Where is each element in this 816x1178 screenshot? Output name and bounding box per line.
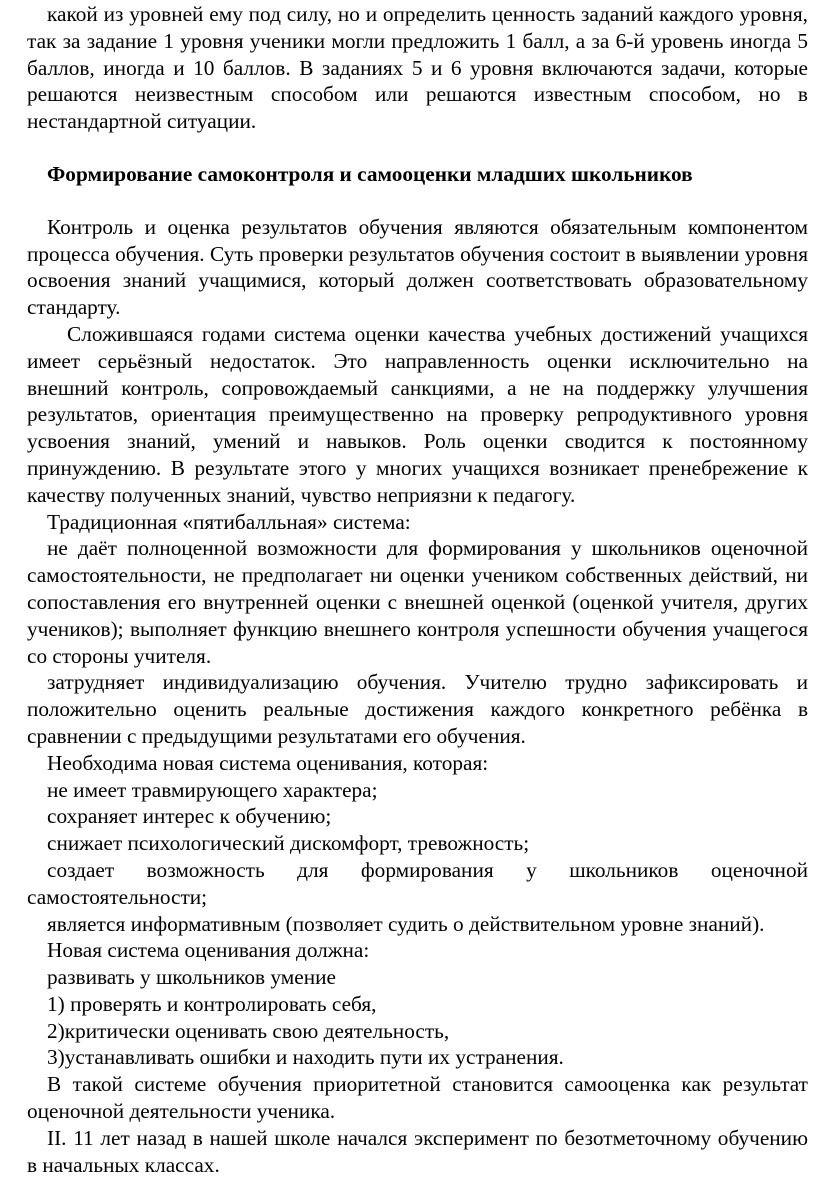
list-item-check-self: 1) проверять и контролировать себя, [47, 991, 377, 1016]
list-item-develop-skill: развивать у школьников умение [47, 965, 336, 990]
paragraph-individualization: затрудняет индивидуализацию обучения. Учителю трудно зафиксировать и положительно оценить реальные достижения каждого конкретного ребёнка в сравнении с предыдущими результатами его обучения. [27, 670, 808, 748]
paragraph-new-system-must: Новая система оценивания должна: [47, 938, 370, 963]
list-item-informative: является информативным (позволяет судить о действительном уровне знаний). [47, 911, 765, 936]
list-item-reduces-discomfort: снижает психологический дискомфорт, тревожность; [47, 831, 530, 856]
list-item-find-errors: 3)устанавливать ошибки и находить пути их устранения. [47, 1045, 564, 1070]
intro-paragraph: какой из уровней ему под силу, но и определить ценность заданий каждого уровня, так за задание 1 уровня ученики могли предложить 1 балл, а за 6-й уровень иногда 5 баллов, иногда и 10 баллов. В заданиях 5 и 6 уровня включаются задачи, которые решаются неизвестным способом или решаются известным способом, но в нестандартной ситуации. [27, 2, 808, 134]
paragraph-experiment: II. 11 лет назад в нашей школе начался эксперимент по безотметочному обучению в начальных классах. [27, 1125, 808, 1177]
paragraph-new-system-needed: Необходима новая система оценивания, которая: [47, 750, 489, 775]
paragraph-no-self-assessment: не даёт полноценной возможности для формирования у школьников оценочной самостоятельности, не предполагает ни оценки учеником собственных действий, ни сопоставления его внутренней оценки с внешней оценкой (оценкой учителя, других учеников); выполняет функцию внешнего контроля успешности обучения учащегося со стороны учителя. [27, 536, 808, 668]
section-heading: Формирование самоконтроля и самооценки младших школьников [47, 161, 693, 186]
paragraph-self-assessment-priority: В такой системе обучения приоритетной становится самооценка как результат оценочной деятельности ученика. [27, 1072, 808, 1124]
list-item-keeps-interest: сохраняет интерес к обучению; [47, 804, 332, 829]
list-item-critical-evaluation: 2)критически оценивать свою деятельность, [47, 1018, 450, 1043]
list-item-not-traumatic: не имеет травмирующего характера; [47, 777, 378, 802]
paragraph-system-shortcoming: Сложившаяся годами система оценки качества учебных достижений учащихся имеет серьёзный недостаток. Это направленность оценки исключительно на внешний контроль, сопровождаемый санкциями, а не на поддержку улучшения результатов, ориентация преимущественно на проверку репродуктивного уровня усвоения знаний, умений и навыков. Роль оценки сводится к постоянному принуждению. В результате этого у многих учащихся возникает пренебрежение к качеству полученных знаний, чувство неприязни к педагогу. [27, 321, 808, 507]
list-item-evaluative-independence: создает возможность для формирования у школьников оценочной самостоятельности; [27, 857, 808, 909]
paragraph-traditional-system: Традиционная «пятибалльная» система: [47, 509, 411, 534]
paragraph-control-assessment: Контроль и оценка результатов обучения являются обязательным компонентом процесса обучения. Суть проверки результатов обучения состоит в выявлении уровня освоения знаний учащимися, который должен соответствовать образовательному стандарту. [27, 214, 808, 320]
